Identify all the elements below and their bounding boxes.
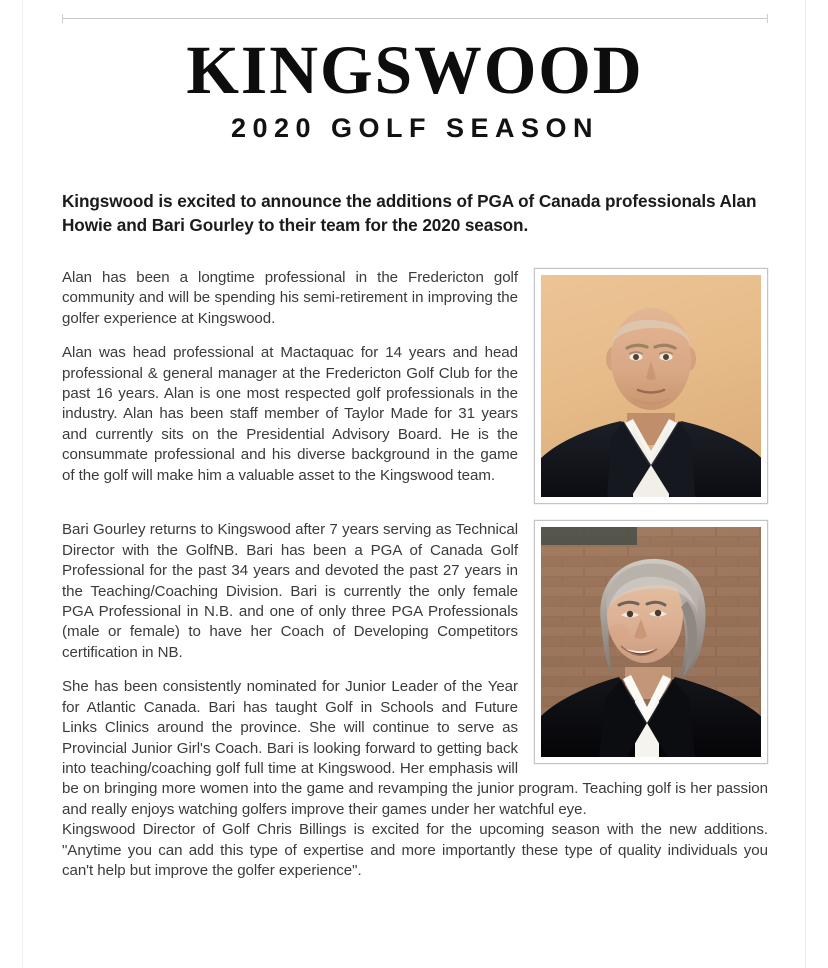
portrait-bari-gourley-illustration	[541, 527, 761, 757]
document-content	[62, 0, 768, 882]
paragraph-bari-1: Bari Gourley returns to Kingswood after 7 years serving as Technical Director with the GolfNB. Bari has been a PGA of Canada Golf Professional for the past 34 years and devoted the past 27 years in the Teaching/Coaching Division. Bari is currently the only female PGA Professional in N.B. and one of only three PGA Professionals (male or female) to have her Coach of Developing Competitors certification in NB.	[62, 521, 518, 661]
photo-frame-alan-howie	[534, 268, 768, 504]
photo-bari-gourley	[541, 527, 761, 757]
paragraph-alan-1: Alan has been a longtime professional in the Fredericton golf community and will be spending his semi-retirement in improving the golfer experience at Kingswood.	[62, 268, 518, 327]
closing-paragraph: Kingswood Director of Golf Chris Billings is excited for the upcoming season with the new additions. "Anytime you can add this type of expertise and more importantly these type of quality individuals you can't help but improve the golfer experience".	[62, 821, 768, 880]
section-alan-howie	[62, 268, 768, 486]
paragraph-alan-2: Alan was head professional at Mactaquac for 14 years and head professional & general manager at the Fredericton Golf Club for the past 16 years. Alan is one most respected golf professionals in the industry. Alan has been staff member of Taylor Made for 31 years and currently sits on the Presidential Advisory Board. He is the consummate professional and his diverse background in the game of the golf will make him a valuable asset to the Kingswood team.	[62, 344, 518, 484]
brand-title: KINGSWOOD	[186, 32, 644, 108]
masthead	[62, 0, 768, 142]
season-subtitle: 2020 GOLF SEASON	[230, 113, 600, 143]
lede-paragraph: Kingswood is excited to announce the additions of PGA of Canada professionals Alan Howie and Bari Gourley to their team for the 2020 season.	[62, 191, 757, 236]
photo-frame-bari-gourley	[534, 520, 768, 764]
portrait-alan-howie-illustration	[541, 275, 761, 497]
page-right-edge-line	[805, 0, 806, 968]
paragraph-bari-2: She has been consistently nominated for Junior Leader of the Year for Atlantic Canada. Bari has taught Golf in Schools and Future Links Clinics around the province. She will continue to serve as Provincial Junior Girl's Coach. Bari is looking forward to getting back into teaching/coaching golf full time at Kingswood. Her emphasis will be on bringing more women into the game and revamping the junior program. Teaching golf is her passion and really enjoys watching golfers improve their games under her watchful eye.	[62, 678, 768, 818]
page-left-edge-line	[22, 0, 23, 968]
section-bari-gourley	[62, 520, 768, 820]
photo-alan-howie	[541, 275, 761, 497]
